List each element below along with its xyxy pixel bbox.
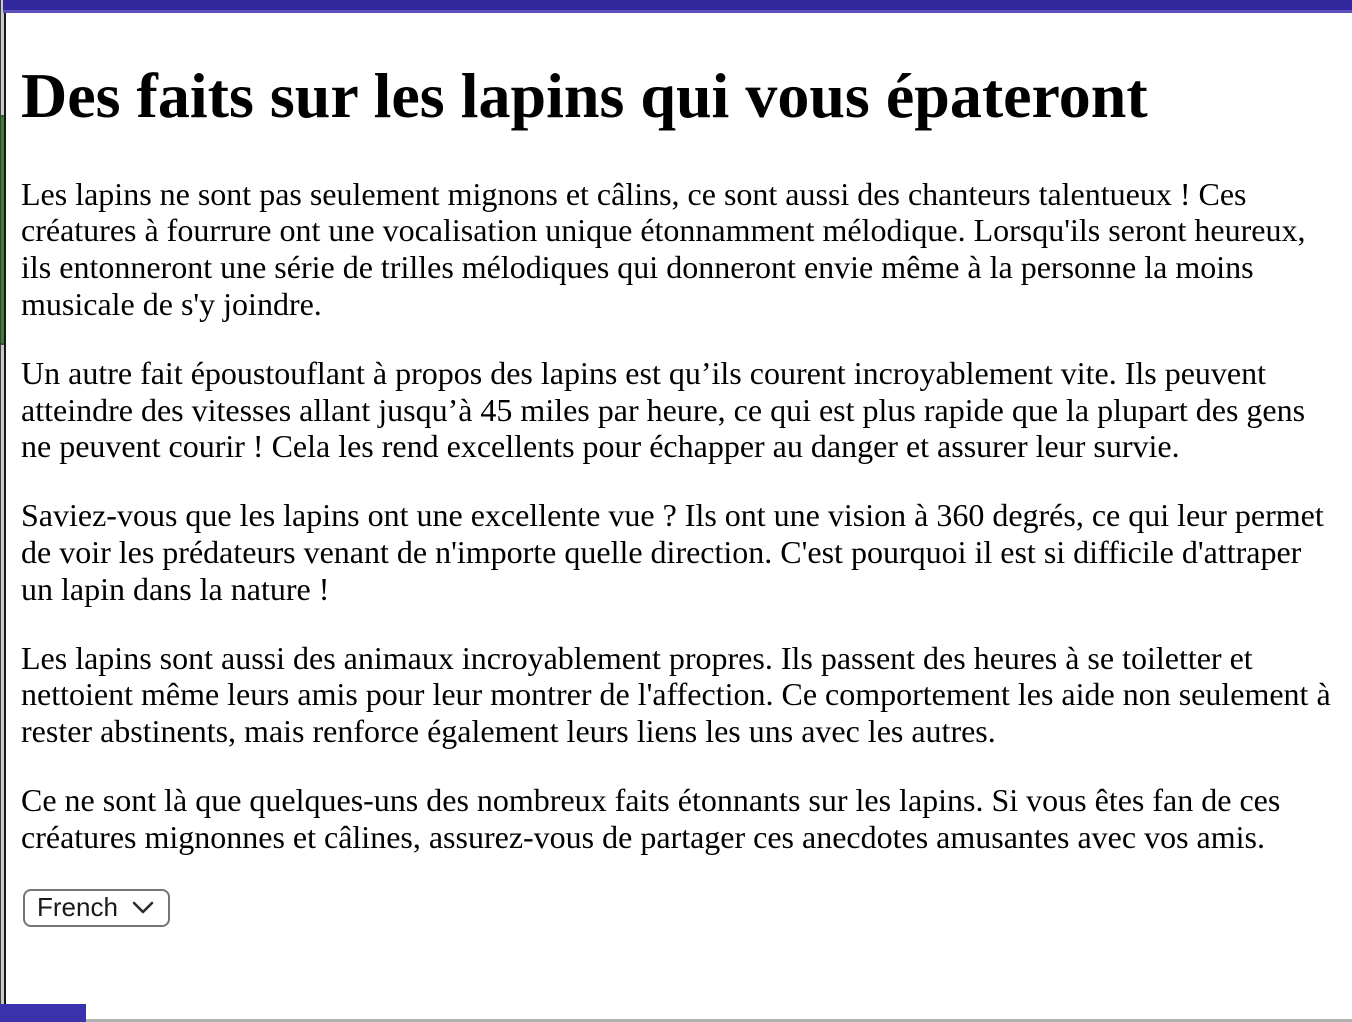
paragraph-speed: Un autre fait époustouflant à propos des lapins est qu’ils courent incroyablement vite. Ils peuvent atteindre des vitesses allant jusqu’à 45 miles par heure, ce qui est plus rapide que la plupart des gens ne peuvent courir ! Cela les rend excellents pour échapper au danger et assurer leur survie.: [21, 354, 1306, 465]
language-select[interactable]: [23, 889, 170, 927]
back-chevron-icon[interactable]: [0, 58, 9, 96]
paragraph-singing: Les lapins ne sont pas seulement mignons et câlins, ce sont aussi des chanteurs talentueux ! Ces créatures à fourrure ont une vocalisation unique étonnamment mélodique. Lorsqu'ils seront heureux, ils entonneront une série de trilles mélodiques qui donneront envie même à la personne la moins musicale de s'y joindre.: [21, 175, 1306, 322]
page-title: Des faits sur les lapins qui vous épateront: [21, 60, 1148, 131]
paragraph-vision: Saviez-vous que les lapins ont une excellente vue ? Ils ont une vision à 360 degrés, ce qui leur permet de voir les prédateurs venant de n'importe quelle direction. C'est pourquoi il est si difficile d'attraper un lapin dans la nature !: [21, 497, 1324, 607]
window-left-edge-strip: [0, 0, 6, 1022]
chevron-down-icon: [132, 901, 154, 914]
left-edge-green-segment: [1, 115, 4, 345]
window-top-accent-bar: [3, 0, 1352, 13]
language-select-value: French: [37, 892, 118, 923]
article-content: [6, 16, 1352, 1019]
bottom-left-accent-bar: [0, 1004, 86, 1022]
paragraph-closing: Ce ne sont là que quelques-uns des nombreux faits étonnants sur les lapins. Si vous êtes fan de ces créatures mignonnes et câlines, assurez-vous de partager ces anecdotes amusantes avec vos amis.: [21, 781, 1281, 855]
paragraph-grooming: Les lapins sont aussi des animaux incroyablement propres. Ils passent des heures à se toiletter et nettoient même leurs amis pour leur montrer de l'affection. Ce comportement les aide non seulement à rester abstinents, mais renforce également leurs liens les uns avec les autres.: [21, 639, 1331, 750]
